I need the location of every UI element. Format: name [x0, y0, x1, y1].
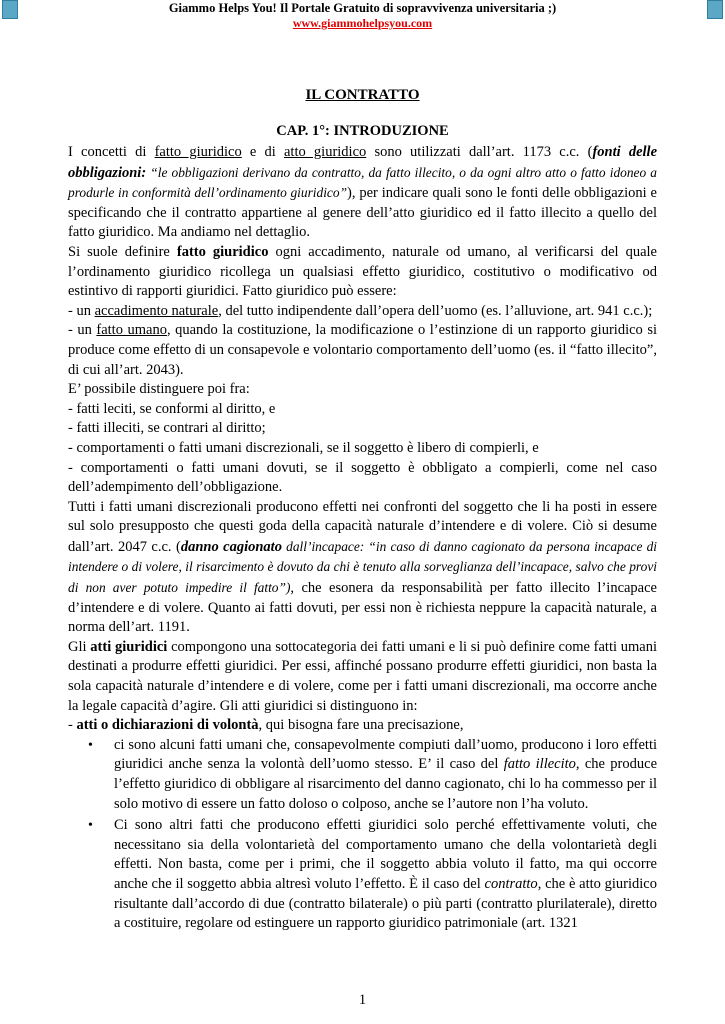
paragraph — [68, 143, 657, 243]
paragraph — [68, 321, 657, 380]
text: compongono una sottocategoria dei fatti umani e li si può definire come fatti umani destinati a produrre effetti giuridici. Per essi, affinché possano produrre effetti giuridici, non basta la sola capacità naturale d’intendere e di volere, come per i fatti umani discrezionali, ma occorre anche la legale capacità d’agire. Gli atti giuridici si distinguono in: — [68, 638, 657, 714]
paragraph — [68, 638, 657, 716]
term-fatto-umano: fatto umano — [96, 322, 167, 339]
text: , che esonera da responsabilità per fatto illecito l’incapace d’intendere e di volere. Quanto ai fatti dovuti, per essi non è richiesta neppure la capacità naturale, a norma dell’art. 1191. — [68, 580, 657, 636]
document-body — [68, 143, 657, 936]
text: ), per indicare quali sono le fonti delle obbligazioni e specificando che il contratto appartiene al genere dell’atto giuridico ed il fatto illecito a quello del fatto giuridico. Ma andiamo nel dettaglio. — [68, 185, 657, 241]
text: I concetti di — [68, 144, 155, 160]
text: e di — [241, 144, 284, 160]
term-fonti: fonti delle obbligazioni: — [68, 144, 658, 181]
header-url-link[interactable]: www.giammohelpsyou.com — [292, 16, 433, 30]
text: ci sono alcuni fatti umani che, consapevolmente compiuti dall’uomo, producono i loro effetti giuridici anche senza la volontà dell’uomo stesso. E’ il caso del — [114, 736, 657, 773]
page-header — [0, 0, 725, 31]
term-accadimento-naturale: accadimento naturale — [94, 302, 219, 319]
text: - un — [68, 302, 95, 319]
text: , che è atto giuridico risultante dall’accordo di due (contratto bilaterale) o più parti (contratto plurilaterale), diretto a costituire, regolare od estinguere un rapporto giuridico patrimoniale (art. 1321 — [114, 875, 657, 932]
bullet-icon: • — [88, 737, 93, 753]
paragraph — [68, 716, 657, 736]
text: Si suole definire — [68, 243, 177, 260]
header-title: Giammo Helps You! Il Portale Gratuito di sopravvivenza universitaria ;) — [168, 1, 557, 15]
term-fatto-illecito: fatto illecito — [503, 756, 576, 773]
chapter-heading: CAP. 1°: INTRODUZIONE — [276, 123, 449, 139]
text: ogni accadimento, naturale od umano, al verificarsi del quale l’ordinamento giuridico ricollega un qualsiasi effetto giuridico, costitutivo o modificativo od estintivo di rapporti giuridici. Fatto giuridico può essere: — [68, 243, 657, 300]
paragraph — [68, 498, 657, 638]
list-item — [68, 736, 657, 814]
text: sono utilizzati dall’art. 1173 c.c. ( — [366, 144, 593, 160]
paragraph — [68, 302, 657, 322]
quote-art-1173: “le obbligazioni derivano da contratto, da fatto illecito, o da ogni altro atto o fatto idoneo a produrle in conformità dell’ordinamento giuridico” — [68, 164, 657, 201]
text: , che produce l’effetto giuridico di obbligare al risarcimento del danno cagionato, chi lo ha commesso per il solo motivo di essere un fatto doloso o colposo, anche se l’autore non l’ha voluto. — [114, 756, 658, 812]
text: Tutti i fatti umani discrezionali producono effetti nei confronti del soggetto che li ha posti in essere sul solo presupposto che questi goda della capacità naturale d’intendere e di volere. Ciò si desume dall’art. 2047 c.c. ( — [68, 498, 657, 555]
term-atto-giuridico: atto giuridico — [283, 144, 367, 160]
text: , qui bisogna fare una precisazione, — [258, 717, 464, 734]
term-fatto-giuridico: fatto giuridico — [154, 144, 242, 160]
term-atti-giuridici: atti giuridici — [90, 638, 168, 655]
bullet-icon: • — [88, 818, 93, 834]
list-line: - fatti illeciti, se contrari al diritto; — [68, 420, 266, 437]
text: , del tutto indipendente dall’opera dell’uomo (es. l’alluvione, art. 941 c.c.); — [218, 302, 653, 319]
term-danno-cagionato: danno cagionato — [180, 538, 282, 555]
list-line: - fatti leciti, se conformi al diritto, e — [68, 400, 276, 417]
text: - un — [68, 322, 97, 339]
text: Ci sono altri fatti che producono effetti giuridici solo perché effettivamente voluti, che necessitano sia della volontarietà del comportamento umano che della volontarietà degli effetti. Non basta, come per i primi, che il soggetto abbia voluto il fatto, ma qui occorre anche che il soggetto abbia altresì voluto l’effetto. È il caso del — [114, 817, 657, 892]
document-title: IL CONTRATTO — [305, 87, 420, 103]
list-item — [68, 816, 657, 934]
text: Gli — [68, 638, 91, 655]
text: - — [68, 717, 77, 734]
paragraph — [68, 243, 657, 302]
term-atti-dichiarazioni: atti o dichiarazioni di volontà — [76, 717, 259, 734]
text: , quando la costituzione, la modificazione o l’estinzione di un rapporto giuridico si produce come effetto di un consapevole e volontario comportamento dell’uomo (es. il “fatto illecito”, di cui all’art. 2043). — [68, 322, 657, 378]
list-line: - comportamenti o fatti umani discrezionali, se il soggetto è libero di compierli, e — [68, 439, 539, 456]
term-fatto-giuridico-bold: fatto giuridico — [176, 243, 269, 260]
list-line: - comportamenti o fatti umani dovuti, se il soggetto è obbligato a compierli, come nel caso dell’adempimento dell’obbligazione. — [68, 459, 657, 496]
bullet-list — [68, 736, 657, 934]
page-number: 1 — [358, 992, 367, 1008]
paragraph: E’ possibile distinguere poi fra: — [68, 381, 250, 398]
quote-art-2047: dall’incapace: “in caso di danno cagionato da persona incapace di intendere o di volere, il risarcimento è dovuto da chi è tenuto alla sorveglianza dell’incapace, salvo che provi di non aver potuto impedire il fatto”) — [68, 538, 657, 596]
term-contratto: contratto — [484, 875, 538, 892]
